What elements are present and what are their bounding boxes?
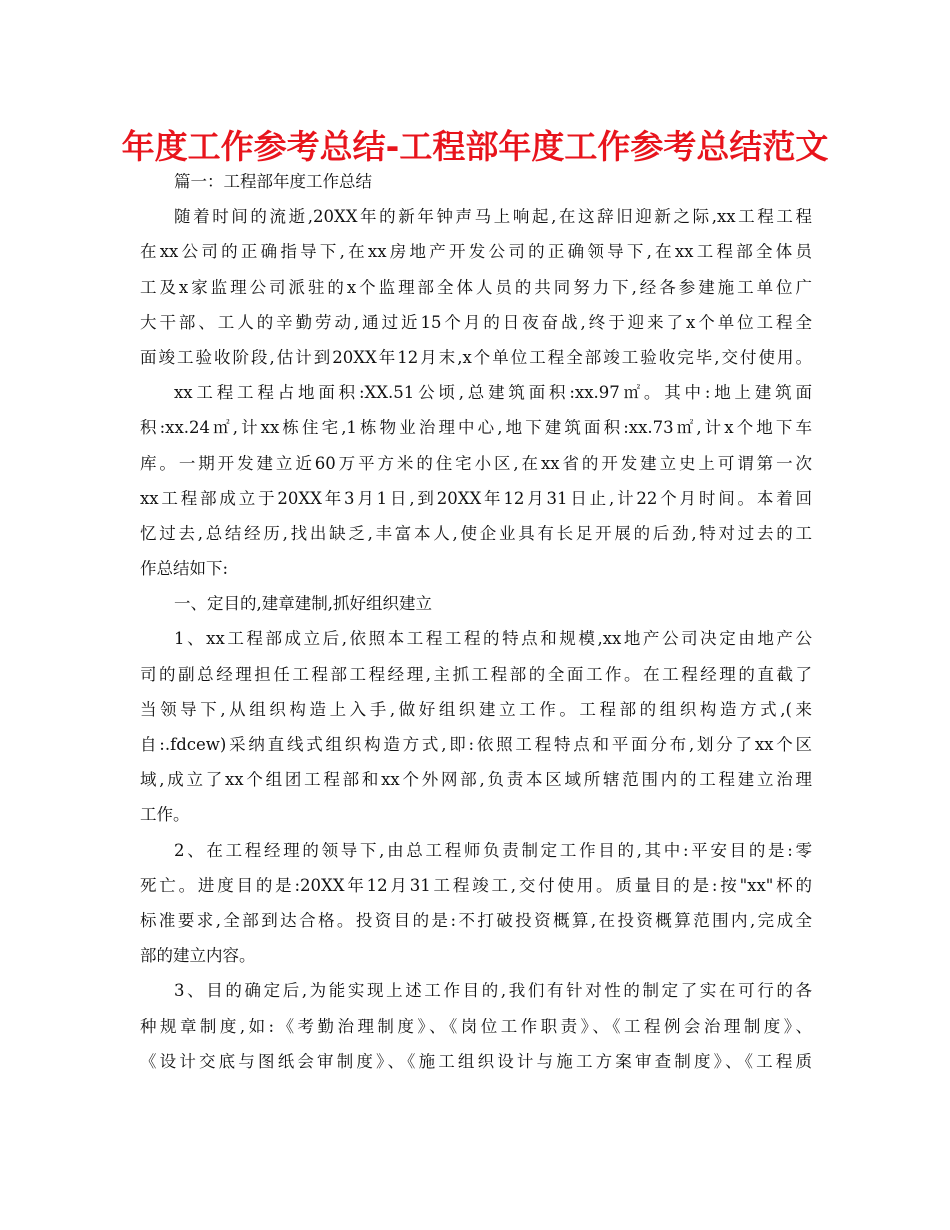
text-line: 《设计交底与图纸会审制度》、《施工组织设计与施工方案审查制度》、《工程质 — [140, 1051, 812, 1071]
document-body — [140, 164, 812, 1079]
text-line: 部的建立内容。 — [140, 946, 256, 966]
text-line: 自:.fdcew)采纳直线式组织构造方式,即:依照工程特点和平面分布,划分了xx个区 — [140, 735, 812, 754]
text-line: 面竣工验收阶段,估计到20XX年12月末,x个单位工程全部竣工验收完毕,交付使用。 — [140, 347, 812, 367]
text-line: 死亡。进度目的是:20XX年12月31工程竣工,交付使用。质量目的是:按"xx"杯的 — [140, 875, 812, 895]
text-line: 大干部、工人的辛勤劳动,通过近15个月的日夜奋战,终于迎来了x个单位工程全 — [140, 312, 812, 332]
text-line: 忆过去,总结经历,找出缺乏,丰富本人,使企业具有长足开展的后劲,特对过去的工 — [140, 523, 812, 543]
text-line: 随着时间的流逝,20XX年的新年钟声马上响起,在这辞旧迎新之际,xx工程工程 — [174, 207, 812, 227]
text-line: 一、定目的,建章建制,抓好组织建立 — [174, 594, 432, 614]
text-line: xx工程部成立于20XX年3月1日,到20XX年12月31日止,计22个月时间。本着回 — [140, 488, 812, 508]
text-line: 种规章制度,如:《考勤治理制度》、《岗位工作职责》、《工程例会治理制度》、 — [140, 1016, 812, 1036]
text-line: 2、在工程经理的领导下,由总工程师负责制定工作目的,其中:平安目的是:零 — [174, 840, 812, 860]
text-line: 标准要求,全部到达合格。投资目的是:不打破投资概算,在投资概算范围内,完成全 — [140, 910, 812, 930]
text-line: 1、xx工程部成立后,依照本工程工程的特点和规模,xx地产公司决定由地产公 — [174, 629, 812, 649]
text-line: 工及x家监理公司派驻的x个监理部全体人员的共同努力下,经各参建施工单位广 — [140, 277, 812, 297]
text-line: 司的副总经理担任工程部工程经理,主抓工程部的全面工作。在工程经理的直截了 — [140, 664, 812, 684]
text-line: 库。一期开发建立近60万平方米的住宅小区,在xx省的开发建立史上可谓第一次 — [140, 453, 812, 473]
document-title: 年度工作参考总结-工程部年度工作参考总结范文 — [121, 127, 829, 166]
text-line: 当领导下,从组织构造上入手,做好组织建立工作。工程部的组织构造方式,(来 — [140, 699, 812, 719]
text-line: 工作。 — [140, 805, 190, 825]
text-line: xx工程工程占地面积:XX.51公顷,总建筑面积:xx.97㎡。其中:地上建筑面 — [174, 383, 812, 403]
text-line: 作总结如下: — [140, 559, 229, 579]
text-line: 篇一：工程部年度工作总结 — [174, 172, 372, 191]
text-line: 积:xx.24㎡,计xx栋住宅,1栋物业治理中心,地下建筑面积:xx.73㎡,计x个地下车 — [140, 418, 812, 438]
text-line: 在xx公司的正确指导下,在xx房地产开发公司的正确领导下,在xx工程部全体员 — [140, 242, 812, 262]
text-line: 域,成立了xx个组团工程部和xx个外网部,负责本区域所辖范围内的工程建立治理 — [140, 770, 812, 790]
text-line: 3、目的确定后,为能实现上述工作目的,我们有针对性的制定了实在可行的各 — [174, 981, 812, 1001]
